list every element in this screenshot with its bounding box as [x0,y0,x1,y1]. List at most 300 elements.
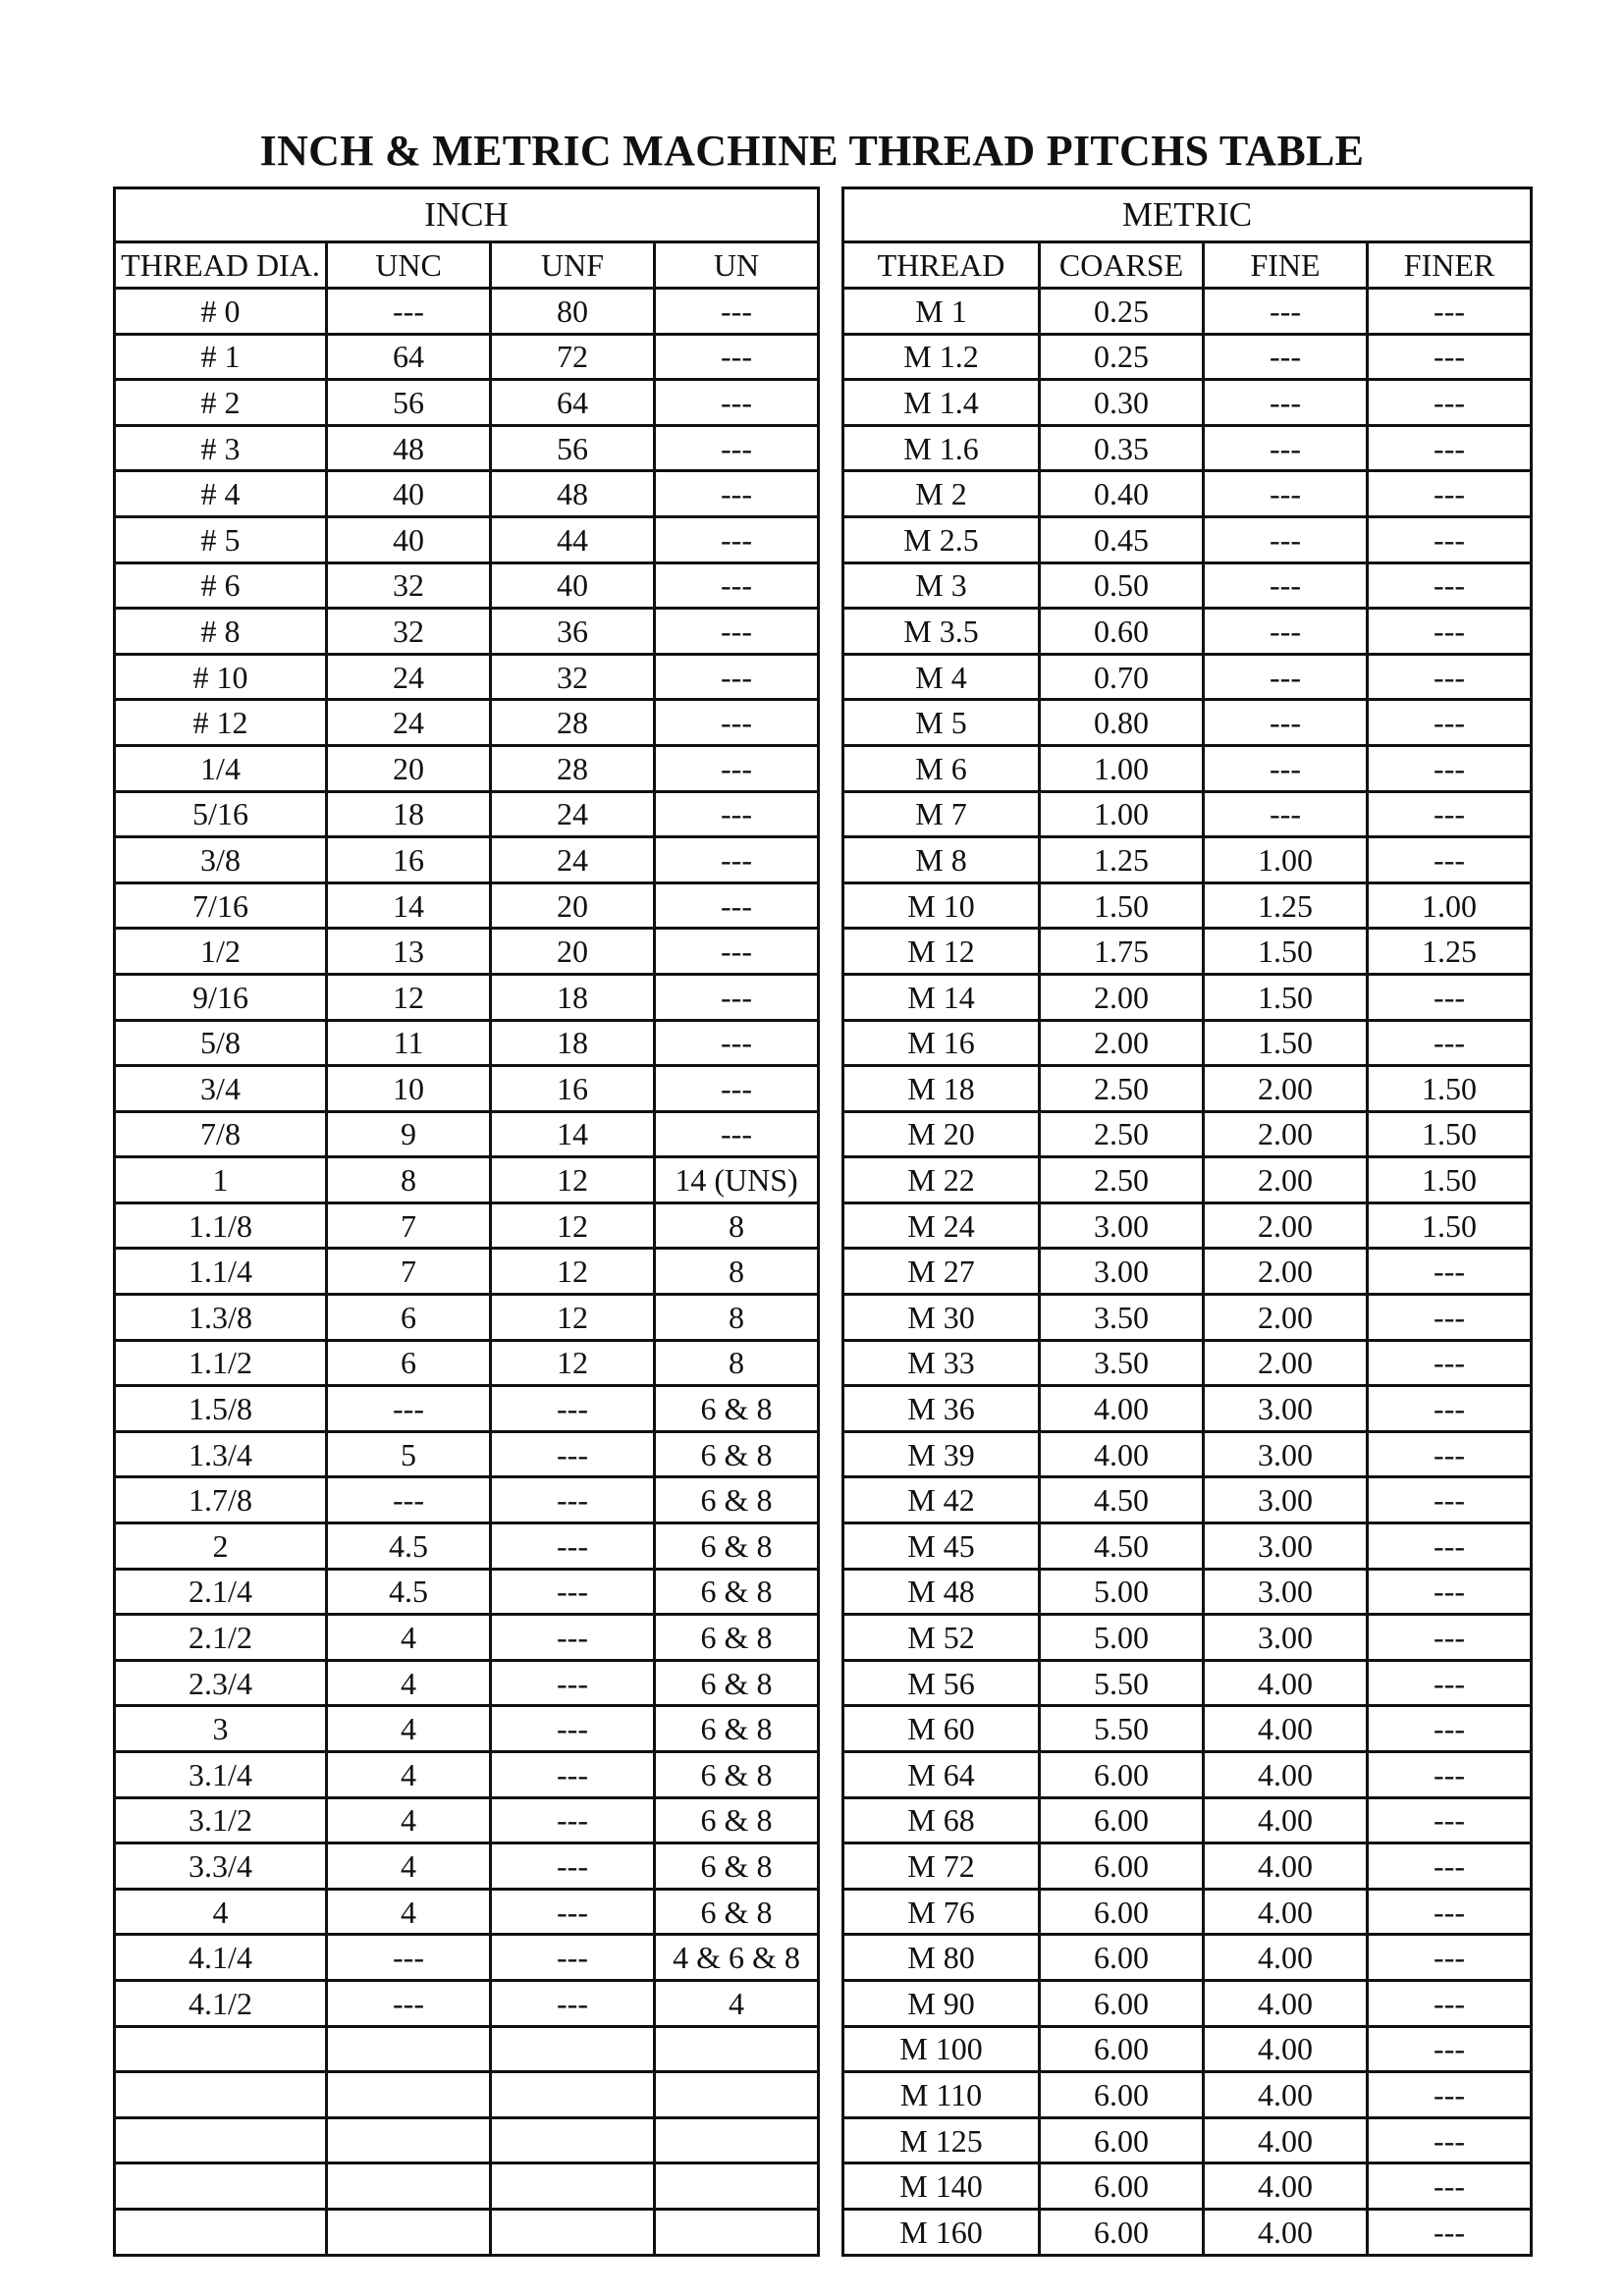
inch-cell-unf: --- [491,1569,655,1615]
inch-cell-thread-dia: 2.1/2 [115,1615,327,1661]
metric-cell-thread: M 39 [843,1431,1040,1477]
inch-cell-unc: 11 [327,1020,491,1066]
metric-table-row [843,791,1532,837]
metric-cell-finer: --- [1368,2026,1532,2072]
metric-cell-coarse: 0.40 [1040,471,1204,517]
inch-table-row [115,974,819,1020]
metric-cell-finer: --- [1368,1477,1532,1523]
inch-table-row [115,1386,819,1432]
metric-table-row [843,2209,1532,2255]
metric-cell-finer: 1.50 [1368,1202,1532,1249]
metric-table-row [843,1980,1532,2026]
inch-cell-unc: 18 [327,791,491,837]
metric-cell-thread: M 30 [843,1295,1040,1341]
metric-cell-thread: M 10 [843,882,1040,929]
metric-cell-coarse: 6.00 [1040,1980,1204,2026]
metric-cell-fine: 4.00 [1204,1935,1368,1981]
metric-cell-thread: M 8 [843,837,1040,883]
metric-cell-coarse: 6.00 [1040,1843,1204,1890]
metric-cell-fine: 4.00 [1204,1706,1368,1752]
metric-cell-coarse: 0.30 [1040,380,1204,426]
metric-cell-fine: 2.00 [1204,1340,1368,1386]
metric-table-row [843,1020,1532,1066]
metric-cell-finer: --- [1368,2117,1532,2163]
metric-cell-thread: M 1.4 [843,380,1040,426]
inch-table-row [115,1020,819,1066]
metric-table-row [843,1889,1532,1935]
inch-cell-un: 4 & 6 & 8 [655,1935,819,1981]
metric-cell-finer: --- [1368,471,1532,517]
metric-cell-coarse: 0.70 [1040,654,1204,700]
metric-cell-finer: --- [1368,1980,1532,2026]
inch-cell-un: 8 [655,1202,819,1249]
metric-cell-fine: 4.00 [1204,1752,1368,1798]
metric-cell-thread: M 90 [843,1980,1040,2026]
inch-cell-unc [327,2072,491,2118]
inch-cell-thread-dia: 2.1/4 [115,1569,327,1615]
inch-cell-unf: 12 [491,1295,655,1341]
inch-cell-unf: --- [491,1752,655,1798]
metric-cell-fine: 4.00 [1204,1660,1368,1706]
inch-cell-thread-dia: 3.1/2 [115,1797,327,1843]
metric-cell-fine: --- [1204,471,1368,517]
inch-cell-un [655,2072,819,2118]
inch-cell-unf [491,2163,655,2210]
inch-table-row [115,1935,819,1981]
metric-cell-finer: --- [1368,1340,1532,1386]
metric-table-row [843,1431,1532,1477]
metric-table-row [843,1706,1532,1752]
inch-cell-thread-dia: 1.3/4 [115,1431,327,1477]
inch-cell-unf: 12 [491,1249,655,1295]
inch-table-row [115,791,819,837]
inch-cell-unc: 6 [327,1340,491,1386]
metric-header-coarse: COARSE [1040,242,1204,289]
inch-group-header: INCH [115,188,819,242]
metric-cell-coarse: 6.00 [1040,2209,1204,2255]
inch-cell-un: --- [655,837,819,883]
metric-table-row [843,2117,1532,2163]
metric-cell-fine: 2.00 [1204,1066,1368,1112]
inch-cell-unf: 48 [491,471,655,517]
metric-cell-coarse: 5.50 [1040,1660,1204,1706]
inch-cell-unf: 20 [491,882,655,929]
metric-table-row [843,1477,1532,1523]
metric-cell-coarse: 0.80 [1040,700,1204,746]
inch-cell-unc: 4 [327,1752,491,1798]
inch-cell-un: 6 & 8 [655,1797,819,1843]
metric-cell-coarse: 3.00 [1040,1202,1204,1249]
metric-cell-finer: --- [1368,654,1532,700]
metric-cell-fine: 4.00 [1204,2163,1368,2210]
inch-cell-thread-dia: 1.3/8 [115,1295,327,1341]
inch-header-thread-dia: THREAD DIA. [115,242,327,289]
metric-cell-coarse: 2.50 [1040,1111,1204,1157]
metric-cell-thread: M 68 [843,1797,1040,1843]
inch-cell-unc [327,2209,491,2255]
inch-cell-unf: 14 [491,1111,655,1157]
metric-cell-fine: 4.00 [1204,1843,1368,1890]
metric-cell-coarse: 3.50 [1040,1340,1204,1386]
metric-cell-thread: M 7 [843,791,1040,837]
metric-table-row [843,1066,1532,1112]
inch-cell-unf: 12 [491,1340,655,1386]
inch-cell-thread-dia: 1.7/8 [115,1477,327,1523]
inch-cell-unf: --- [491,1523,655,1570]
metric-cell-finer: --- [1368,1797,1532,1843]
metric-cell-coarse: 4.50 [1040,1477,1204,1523]
inch-cell-unf [491,2209,655,2255]
inch-header-unc: UNC [327,242,491,289]
inch-cell-unf: 36 [491,609,655,655]
metric-table-row [843,1843,1532,1890]
metric-cell-fine: 2.00 [1204,1249,1368,1295]
metric-cell-thread: M 76 [843,1889,1040,1935]
inch-cell-un: --- [655,562,819,609]
inch-table-row [115,1340,819,1386]
metric-cell-coarse: 5.00 [1040,1615,1204,1661]
inch-cell-unf: 20 [491,929,655,975]
inch-cell-thread-dia [115,2209,327,2255]
inch-cell-thread-dia: 1.5/8 [115,1386,327,1432]
inch-table-row [115,1980,819,2026]
metric-cell-finer: --- [1368,1706,1532,1752]
inch-cell-unf [491,2026,655,2072]
inch-cell-unc: 16 [327,837,491,883]
inch-cell-unc: --- [327,289,491,335]
metric-cell-thread: M 80 [843,1935,1040,1981]
inch-cell-unc: 4 [327,1843,491,1890]
inch-cell-unc: 7 [327,1249,491,1295]
inch-table-row [115,745,819,791]
metric-cell-fine: 3.00 [1204,1477,1368,1523]
inch-cell-un: --- [655,1111,819,1157]
metric-cell-coarse: 1.00 [1040,791,1204,837]
inch-cell-unc: 4 [327,1706,491,1752]
metric-cell-finer: --- [1368,562,1532,609]
metric-cell-coarse: 0.25 [1040,334,1204,380]
inch-cell-un: --- [655,974,819,1020]
inch-cell-thread-dia [115,2163,327,2210]
inch-table-row [115,1249,819,1295]
inch-table-row [115,1477,819,1523]
inch-table-row [115,1202,819,1249]
inch-cell-unf: 16 [491,1066,655,1112]
metric-cell-coarse: 3.00 [1040,1249,1204,1295]
metric-table-row [843,1340,1532,1386]
inch-cell-unf: --- [491,1477,655,1523]
metric-table-row [843,1752,1532,1798]
metric-table-row [843,974,1532,1020]
inch-cell-thread-dia: 1 [115,1157,327,1203]
inch-cell-unf: --- [491,1797,655,1843]
inch-cell-thread-dia: 2.3/4 [115,1660,327,1706]
inch-cell-thread-dia: 4.1/4 [115,1935,327,1981]
inch-cell-unf: --- [491,1660,655,1706]
inch-table-row [115,1111,819,1157]
inch-cell-un: --- [655,471,819,517]
inch-cell-unf: 28 [491,745,655,791]
metric-cell-fine: 4.00 [1204,2209,1368,2255]
metric-cell-fine: 4.00 [1204,2072,1368,2118]
metric-cell-coarse: 1.50 [1040,882,1204,929]
metric-cell-thread: M 1.2 [843,334,1040,380]
metric-cell-thread: M 2.5 [843,516,1040,562]
metric-cell-coarse: 6.00 [1040,1752,1204,1798]
metric-cell-finer: --- [1368,609,1532,655]
inch-cell-thread-dia: 2 [115,1523,327,1570]
metric-cell-coarse: 0.35 [1040,425,1204,471]
inch-cell-thread-dia: 1.1/8 [115,1202,327,1249]
metric-cell-finer: 1.50 [1368,1157,1532,1203]
metric-cell-finer: --- [1368,2163,1532,2210]
inch-cell-un: 6 & 8 [655,1706,819,1752]
inch-cell-unc: 24 [327,700,491,746]
metric-table-row [843,929,1532,975]
metric-cell-thread: M 48 [843,1569,1040,1615]
metric-table-row [843,745,1532,791]
inch-cell-un: --- [655,882,819,929]
inch-cell-unf: --- [491,1386,655,1432]
inch-table-row [115,380,819,426]
metric-cell-coarse: 6.00 [1040,2026,1204,2072]
inch-cell-unf: 12 [491,1157,655,1203]
inch-cell-unf: --- [491,1706,655,1752]
inch-cell-unf: 72 [491,334,655,380]
inch-cell-thread-dia: 3/4 [115,1066,327,1112]
metric-cell-thread: M 4 [843,654,1040,700]
metric-cell-fine: --- [1204,562,1368,609]
metric-group-header: METRIC [843,188,1532,242]
metric-table-row [843,1249,1532,1295]
inch-cell-un: --- [655,654,819,700]
metric-cell-fine: 3.00 [1204,1386,1368,1432]
inch-table-row [115,1431,819,1477]
metric-cell-thread: M 2 [843,471,1040,517]
metric-cell-fine: --- [1204,745,1368,791]
metric-cell-finer: --- [1368,289,1532,335]
metric-cell-fine: --- [1204,380,1368,426]
metric-cell-fine: 1.00 [1204,837,1368,883]
inch-cell-un: 6 & 8 [655,1477,819,1523]
inch-cell-un: 14 (UNS) [655,1157,819,1203]
metric-cell-finer: --- [1368,1752,1532,1798]
metric-cell-thread: M 16 [843,1020,1040,1066]
metric-cell-thread: M 72 [843,1843,1040,1890]
inch-cell-un: 6 & 8 [655,1615,819,1661]
metric-cell-finer: --- [1368,974,1532,1020]
inch-cell-un [655,2209,819,2255]
metric-cell-fine: --- [1204,425,1368,471]
inch-cell-thread-dia: 4 [115,1889,327,1935]
metric-table-row [843,1935,1532,1981]
inch-cell-thread-dia: # 1 [115,334,327,380]
inch-table-row [115,1752,819,1798]
metric-cell-coarse: 0.60 [1040,609,1204,655]
inch-cell-unc: 4 [327,1889,491,1935]
metric-cell-fine: 2.00 [1204,1157,1368,1203]
inch-cell-un: 6 & 8 [655,1843,819,1890]
metric-cell-coarse: 2.00 [1040,974,1204,1020]
metric-table-row [843,1111,1532,1157]
inch-cell-un: --- [655,1066,819,1112]
metric-cell-finer: --- [1368,380,1532,426]
metric-cell-thread: M 22 [843,1157,1040,1203]
inch-cell-unf: 32 [491,654,655,700]
metric-cell-finer: --- [1368,1431,1532,1477]
inch-cell-unc: --- [327,1386,491,1432]
inch-cell-un: --- [655,380,819,426]
inch-cell-unf: --- [491,1431,655,1477]
metric-cell-finer: 1.25 [1368,929,1532,975]
inch-cell-unf: --- [491,1843,655,1890]
inch-cell-thread-dia: 7/8 [115,1111,327,1157]
inch-cell-thread-dia: 1/2 [115,929,327,975]
metric-cell-coarse: 1.00 [1040,745,1204,791]
metric-table-row [843,334,1532,380]
metric-cell-finer: --- [1368,2072,1532,2118]
metric-table-row [843,1615,1532,1661]
inch-cell-thread-dia: # 2 [115,380,327,426]
metric-cell-coarse: 3.50 [1040,1295,1204,1341]
inch-cell-un: 6 & 8 [655,1386,819,1432]
metric-cell-finer: --- [1368,1889,1532,1935]
inch-table-row [115,882,819,929]
metric-cell-finer: --- [1368,1615,1532,1661]
inch-cell-un: 6 & 8 [655,1569,819,1615]
metric-table-row [843,471,1532,517]
page-title: INCH & METRIC MACHINE THREAD PITCHS TABLE [259,127,1365,175]
metric-cell-coarse: 2.50 [1040,1066,1204,1112]
metric-table-row [843,2026,1532,2072]
inch-table-row [115,2026,819,2072]
inch-table-row [115,1889,819,1935]
inch-cell-un: 4 [655,1980,819,2026]
metric-cell-coarse: 6.00 [1040,1935,1204,1981]
metric-cell-finer: --- [1368,1935,1532,1981]
metric-cell-coarse: 2.00 [1040,1020,1204,1066]
metric-cell-fine: 1.50 [1204,929,1368,975]
metric-cell-finer: --- [1368,791,1532,837]
metric-column-headers [843,242,1532,289]
inch-cell-unc: 4.5 [327,1569,491,1615]
metric-cell-thread: M 160 [843,2209,1040,2255]
inch-table-row [115,1157,819,1203]
metric-cell-thread: M 42 [843,1477,1040,1523]
metric-cell-fine: 4.00 [1204,1797,1368,1843]
metric-cell-thread: M 3.5 [843,609,1040,655]
inch-table-row [115,1523,819,1570]
inch-cell-unf: 24 [491,837,655,883]
inch-cell-unf: 40 [491,562,655,609]
inch-table-row [115,1797,819,1843]
inch-table [113,187,820,2257]
metric-cell-fine: 1.50 [1204,1020,1368,1066]
metric-cell-finer: --- [1368,516,1532,562]
metric-cell-thread: M 56 [843,1660,1040,1706]
inch-cell-thread-dia: 5/16 [115,791,327,837]
metric-table [841,187,1533,2257]
inch-table-row [115,2072,819,2118]
inch-table-row [115,2117,819,2163]
metric-cell-fine: 4.00 [1204,2026,1368,2072]
metric-header-finer: FINER [1368,242,1532,289]
inch-cell-unc: 4 [327,1797,491,1843]
metric-cell-fine: 4.00 [1204,1889,1368,1935]
inch-table-row [115,516,819,562]
inch-table-row [115,929,819,975]
inch-cell-thread-dia [115,2026,327,2072]
metric-cell-thread: M 52 [843,1615,1040,1661]
metric-cell-finer: --- [1368,425,1532,471]
inch-cell-un: 6 & 8 [655,1523,819,1570]
metric-cell-thread: M 24 [843,1202,1040,1249]
inch-cell-un: 6 & 8 [655,1431,819,1477]
metric-cell-fine: --- [1204,516,1368,562]
inch-cell-un: 8 [655,1340,819,1386]
metric-cell-coarse: 6.00 [1040,1797,1204,1843]
metric-table-row [843,2163,1532,2210]
inch-cell-unc: --- [327,1980,491,2026]
inch-cell-unc: 14 [327,882,491,929]
inch-table-row [115,1843,819,1890]
metric-header-fine: FINE [1204,242,1368,289]
metric-cell-finer: 1.00 [1368,882,1532,929]
inch-cell-unc: 4 [327,1615,491,1661]
inch-table-row [115,1295,819,1341]
inch-cell-unc: 56 [327,380,491,426]
inch-table-row [115,425,819,471]
inch-cell-unf [491,2072,655,2118]
metric-table-row [843,380,1532,426]
metric-cell-thread: M 125 [843,2117,1040,2163]
inch-cell-thread-dia: # 4 [115,471,327,517]
metric-cell-coarse: 4.00 [1040,1386,1204,1432]
inch-cell-un [655,2117,819,2163]
inch-cell-un: --- [655,516,819,562]
metric-cell-thread: M 12 [843,929,1040,975]
metric-cell-coarse: 5.00 [1040,1569,1204,1615]
inch-cell-un: --- [655,334,819,380]
metric-cell-coarse: 2.50 [1040,1157,1204,1203]
inch-cell-unc: 10 [327,1066,491,1112]
inch-table-row [115,1066,819,1112]
inch-table-row [115,1706,819,1752]
inch-cell-unc: 32 [327,609,491,655]
inch-cell-un: 8 [655,1295,819,1341]
metric-table-row [843,700,1532,746]
metric-cell-fine: 2.00 [1204,1202,1368,1249]
inch-table-row [115,1660,819,1706]
metric-cell-thread: M 110 [843,2072,1040,2118]
inch-cell-un: --- [655,609,819,655]
inch-cell-thread-dia: # 10 [115,654,327,700]
inch-cell-thread-dia: 3/8 [115,837,327,883]
inch-table-row [115,2209,819,2255]
metric-table-row [843,1523,1532,1570]
metric-table-row [843,516,1532,562]
metric-cell-coarse: 6.00 [1040,1889,1204,1935]
inch-cell-unf [491,2117,655,2163]
metric-cell-thread: M 1.6 [843,425,1040,471]
inch-cell-unc [327,2026,491,2072]
inch-cell-un: --- [655,1020,819,1066]
metric-cell-fine: 1.50 [1204,974,1368,1020]
inch-cell-unc: 20 [327,745,491,791]
inch-cell-un [655,2163,819,2210]
inch-cell-unf: 24 [491,791,655,837]
inch-cell-unf: 28 [491,700,655,746]
